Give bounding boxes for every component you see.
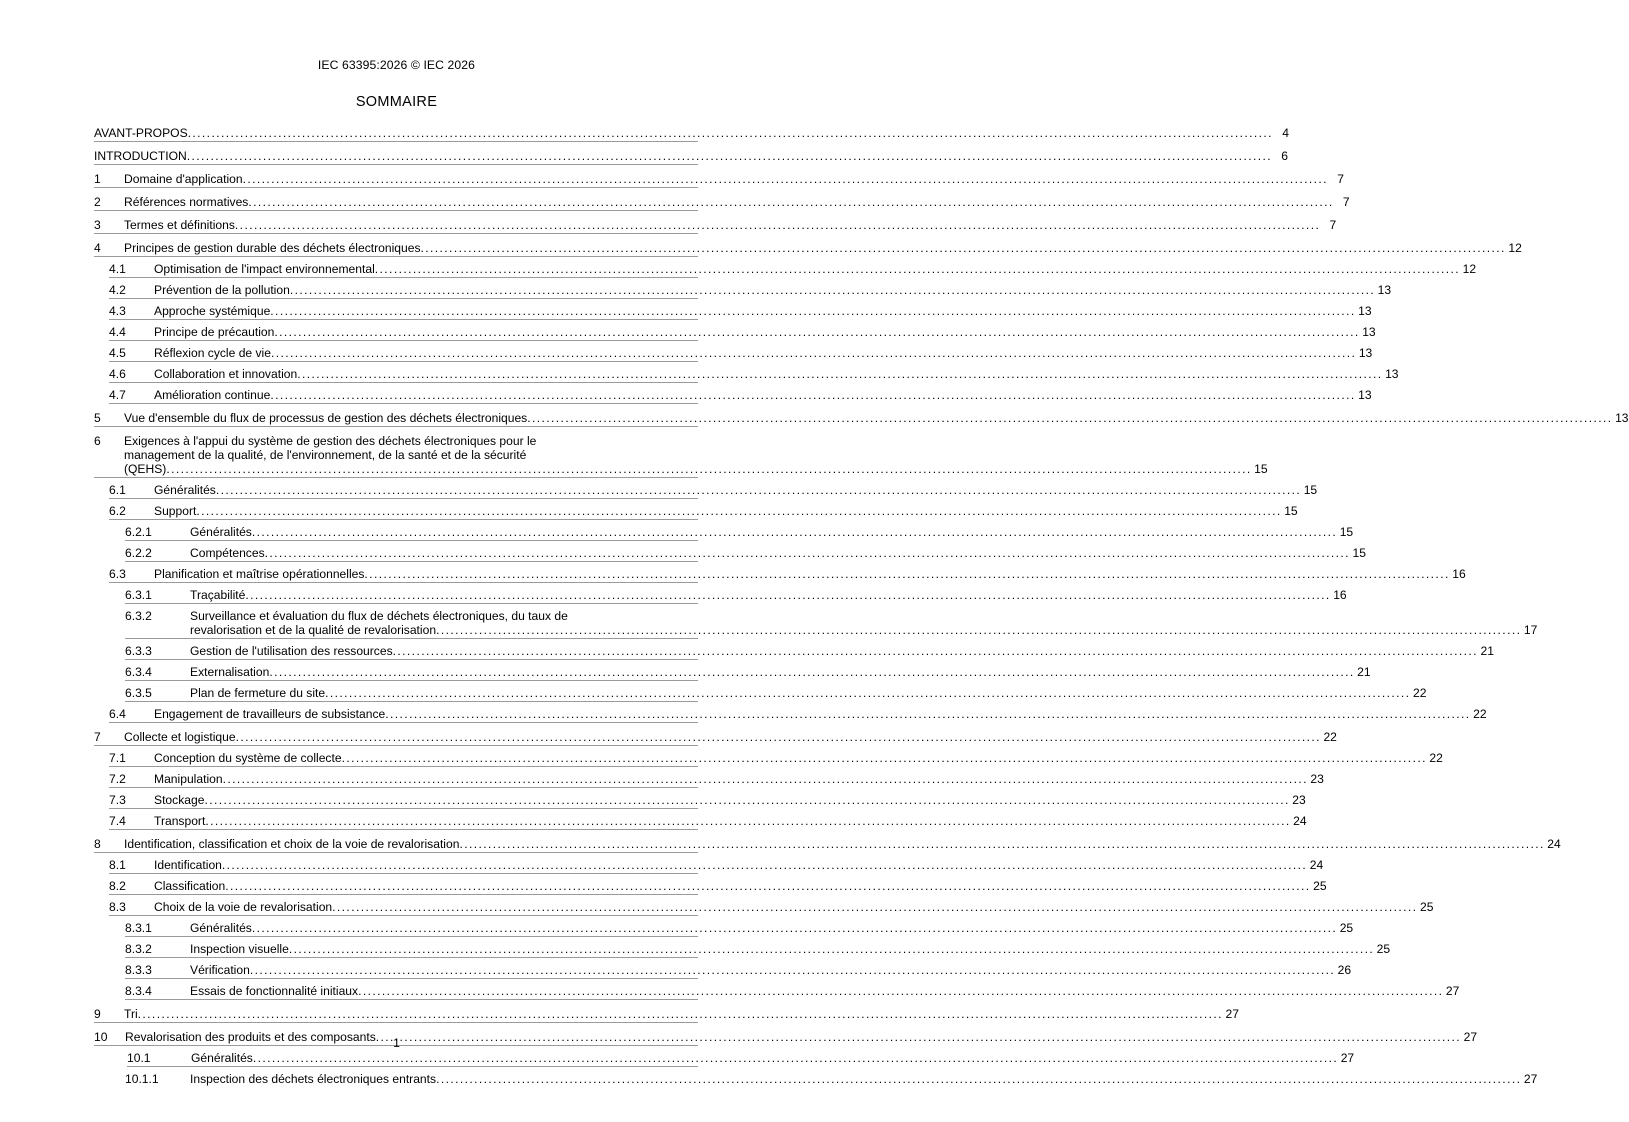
leader-dots bbox=[270, 304, 1355, 318]
toc-entry-page: 15 bbox=[1352, 546, 1366, 560]
leader-dots bbox=[270, 388, 1355, 402]
toc-entry[interactable] bbox=[94, 541, 1366, 560]
toc-entry-text: Surveillance et évaluation du flux de déchets électroniques, du taux de bbox=[190, 609, 568, 623]
toc-entry-text: Plan de fermeture du site bbox=[190, 686, 326, 700]
toc-entry-number: 4.5 bbox=[109, 346, 126, 360]
leader-dots bbox=[436, 623, 1521, 637]
toc-entry-text: Exigences à l'appui du système de gestion des déchets électroniques pour le bbox=[124, 434, 537, 448]
leader-dots bbox=[332, 900, 1417, 914]
leader-dots bbox=[250, 963, 1335, 977]
leader-dots bbox=[245, 588, 1330, 602]
leader-dots bbox=[358, 984, 1443, 998]
toc-entry-number: 6.3.5 bbox=[125, 686, 152, 700]
leader-dots bbox=[364, 567, 1449, 581]
toc-entry-page: 15 bbox=[1284, 504, 1298, 518]
leader-dots bbox=[235, 218, 1320, 232]
toc-entry-page: 7 bbox=[1342, 195, 1350, 209]
toc-divider bbox=[125, 1087, 698, 1088]
toc-entry[interactable] bbox=[94, 404, 1629, 425]
toc-entry-page: 22 bbox=[1412, 686, 1427, 700]
toc-entry-text: Inspection visuelle bbox=[190, 942, 289, 956]
leader-dots bbox=[342, 751, 1427, 765]
leader-dots bbox=[204, 793, 1289, 807]
toc-entry-text: Collecte et logistique bbox=[124, 730, 236, 744]
toc-entry[interactable] bbox=[94, 874, 1327, 893]
toc-entry-page: 27 bbox=[1445, 984, 1460, 998]
toc-entry-text: Principe de précaution bbox=[154, 325, 275, 339]
toc-entry-text: Gestion de l'utilisation des ressources bbox=[190, 644, 393, 658]
toc-entry[interactable] bbox=[94, 809, 1307, 828]
toc-entry-text: Inspection des déchets électroniques entrants bbox=[190, 1072, 437, 1086]
toc-entry-text: Collaboration et innovation bbox=[154, 367, 298, 381]
leader-dots bbox=[271, 346, 1356, 360]
toc-entry-page: 24 bbox=[1309, 858, 1324, 872]
toc-entry-number: 6.3.4 bbox=[125, 665, 152, 679]
toc-entry-number: 4.1 bbox=[109, 262, 126, 276]
toc-entry-number: 8.3.1 bbox=[125, 921, 152, 935]
toc-entry-page: 22 bbox=[1429, 751, 1443, 765]
leader-dots bbox=[421, 241, 1506, 255]
toc-entry-number: 4.6 bbox=[109, 367, 126, 381]
toc-entry-page: 13 bbox=[1358, 346, 1373, 360]
toc-entry[interactable] bbox=[94, 118, 1289, 140]
toc-entry-text: Identification bbox=[154, 858, 222, 872]
leader-dots bbox=[187, 149, 1272, 163]
leader-dots bbox=[527, 411, 1612, 425]
toc-entry-page: 25 bbox=[1313, 879, 1327, 893]
toc-entry-page: 27 bbox=[1225, 1007, 1239, 1021]
toc-entry[interactable] bbox=[94, 895, 1434, 914]
toc-entry-text: AVANT-PROPOS bbox=[94, 126, 188, 140]
toc-entry-text: Amélioration continue bbox=[154, 388, 271, 402]
toc-entry[interactable] bbox=[94, 937, 1391, 956]
toc-entry-number: 4.7 bbox=[109, 388, 126, 402]
toc-entry-number: 8.3 bbox=[109, 900, 126, 914]
toc-entry-page: 24 bbox=[1293, 814, 1307, 828]
toc-entry-text: Transport bbox=[154, 814, 206, 828]
toc-entry[interactable] bbox=[94, 165, 1344, 186]
toc-entry[interactable] bbox=[94, 320, 1376, 339]
toc-entry-page: 15 bbox=[1339, 525, 1354, 539]
leader-dots bbox=[188, 126, 1273, 140]
leader-dots bbox=[216, 483, 1301, 497]
leader-dots bbox=[459, 837, 1544, 851]
toc-entry[interactable] bbox=[94, 234, 1522, 255]
toc-entry[interactable] bbox=[94, 362, 1399, 381]
toc-entry-text: Vérification bbox=[190, 963, 250, 977]
toc-entry-page: 27 bbox=[1340, 1051, 1355, 1065]
toc-entry[interactable] bbox=[94, 478, 1318, 497]
toc-entry[interactable] bbox=[94, 299, 1372, 318]
toc-entry[interactable] bbox=[94, 958, 1352, 977]
toc-entry-text: Références normatives bbox=[124, 195, 249, 209]
toc-entry-page: 7 bbox=[1329, 218, 1337, 232]
page-number: 1 bbox=[393, 1036, 400, 1050]
toc-entry-number: 6.3.2 bbox=[125, 609, 152, 623]
toc-entry-number: 6.3 bbox=[109, 567, 126, 581]
toc-entry-number: 8.3.4 bbox=[125, 984, 152, 998]
toc-entry-page: 13 bbox=[1385, 367, 1399, 381]
leader-dots bbox=[243, 172, 1328, 186]
leader-dots bbox=[385, 707, 1470, 721]
toc-entry[interactable] bbox=[94, 702, 1487, 721]
toc-entry-page: 25 bbox=[1420, 900, 1434, 914]
toc-entry[interactable] bbox=[94, 916, 1354, 935]
leader-dots bbox=[196, 504, 1281, 518]
toc-entry-page: 23 bbox=[1310, 772, 1324, 786]
toc-entry-number: 5 bbox=[94, 411, 101, 425]
leader-dots bbox=[269, 665, 1354, 679]
toc-entry-page: 12 bbox=[1508, 241, 1522, 255]
toc-entry-number: 2 bbox=[94, 195, 101, 209]
toc-entry-number: 4.4 bbox=[109, 325, 126, 339]
toc-entry-page: 24 bbox=[1547, 837, 1561, 851]
leader-dots bbox=[223, 772, 1308, 786]
toc-entry-page: 27 bbox=[1523, 1072, 1538, 1086]
leader-dots bbox=[248, 195, 1333, 209]
toc-entry-number: 8.3.3 bbox=[125, 963, 152, 977]
toc-entry-page: 23 bbox=[1292, 793, 1306, 807]
toc-entry-page: 12 bbox=[1462, 262, 1477, 276]
toc-entry-page: 15 bbox=[1303, 483, 1318, 497]
toc-entry-page: 13 bbox=[1362, 325, 1376, 339]
toc-entry[interactable] bbox=[94, 188, 1350, 209]
toc-entry-text: Généralités bbox=[191, 1051, 253, 1065]
toc-entry[interactable] bbox=[94, 1000, 1239, 1021]
toc-entry-number: 9 bbox=[94, 1007, 101, 1021]
toc-entry-page: 4 bbox=[1282, 126, 1289, 140]
toc-entry-text: Support bbox=[154, 504, 197, 518]
toc-entry[interactable] bbox=[94, 788, 1306, 807]
leader-dots bbox=[222, 858, 1307, 872]
toc-entry-page: 25 bbox=[1376, 942, 1391, 956]
toc-entry-text: Externalisation bbox=[190, 665, 270, 679]
toc-entry-text: Généralités bbox=[190, 525, 252, 539]
leader-dots bbox=[252, 921, 1337, 935]
toc-entry[interactable] bbox=[94, 257, 1477, 276]
leader-dots bbox=[205, 814, 1290, 828]
toc-entry-number: 6.3.1 bbox=[125, 588, 152, 602]
toc-entry[interactable] bbox=[94, 278, 1392, 297]
toc-entry-page: 27 bbox=[1463, 1030, 1478, 1044]
toc-entry-number: 10 bbox=[94, 1030, 108, 1044]
toc-entry-text: Conception du système de collecte bbox=[154, 751, 342, 765]
toc-entry-page: 22 bbox=[1473, 707, 1487, 721]
toc-entry-text: Engagement de travailleurs de subsistance bbox=[154, 707, 386, 721]
toc-entry-text: Compétences bbox=[190, 546, 265, 560]
toc-entry-number: 7.1 bbox=[109, 751, 126, 765]
toc-entry-number: 6.2 bbox=[109, 504, 126, 518]
toc-entry[interactable] bbox=[94, 499, 1298, 518]
toc-entry-text: Généralités bbox=[154, 483, 216, 497]
toc-entry-text: Généralités bbox=[190, 921, 252, 935]
toc-entry-number: 3 bbox=[94, 218, 101, 232]
toc-entry-text: Optimisation de l'impact environnemental bbox=[154, 262, 375, 276]
toc-entry-number: 8.2 bbox=[109, 879, 126, 893]
toc-entry-number: 7 bbox=[94, 730, 101, 744]
toc-entry-page: 17 bbox=[1523, 623, 1538, 637]
toc-entry-text: Classification bbox=[154, 879, 226, 893]
toc-entry[interactable] bbox=[94, 341, 1373, 360]
toc-entry-page: 13 bbox=[1358, 304, 1372, 318]
toc-entry-text: Planification et maîtrise opérationnelles bbox=[154, 567, 365, 581]
toc-entry-text: Stockage bbox=[154, 793, 205, 807]
toc-entry[interactable] bbox=[94, 583, 1347, 602]
toc-entry-text: Essais de fonctionnalité initiaux bbox=[190, 984, 359, 998]
toc-entry-page: 21 bbox=[1357, 665, 1371, 679]
toc-entry-text: (QEHS) bbox=[124, 462, 167, 476]
toc-entry[interactable] bbox=[94, 639, 1494, 658]
toc-entry-number: 6.2.2 bbox=[125, 546, 152, 560]
toc-entry[interactable] bbox=[94, 427, 1268, 476]
leader-dots bbox=[274, 325, 1359, 339]
toc-title: SOMMAIRE bbox=[355, 94, 438, 110]
toc-entry-page: 22 bbox=[1323, 730, 1337, 744]
toc-entry-number: 6.2.1 bbox=[125, 525, 152, 539]
toc-entry-text: Principes de gestion durable des déchets électroniques bbox=[124, 241, 421, 255]
toc-entry[interactable] bbox=[94, 681, 1427, 700]
toc-entry-number: 6.4 bbox=[109, 707, 126, 721]
toc-entry-page: 6 bbox=[1281, 149, 1289, 163]
toc-entry-text: Traçabilité bbox=[190, 588, 246, 602]
toc-entry-number: 4.3 bbox=[109, 304, 126, 318]
leader-dots bbox=[252, 525, 1337, 539]
toc-entry-number: 8 bbox=[94, 837, 101, 851]
toc-entry-page: 13 bbox=[1358, 388, 1372, 402]
leader-dots bbox=[393, 644, 1478, 658]
toc-entry-text: Vue d'ensemble du flux de processus de gestion des déchets électroniques bbox=[124, 411, 528, 425]
toc-entry-text: revalorisation et de la qualité de revalorisation bbox=[190, 623, 437, 637]
toc-entry-page: 25 bbox=[1339, 921, 1354, 935]
toc-entry-number: 7.2 bbox=[109, 772, 126, 786]
toc-entry-page: 13 bbox=[1377, 283, 1392, 297]
toc-entry-text: Approche systémique bbox=[154, 304, 271, 318]
leader-dots bbox=[166, 462, 1251, 476]
toc-entry-number: 8.1 bbox=[109, 858, 126, 872]
toc-entry-number: 6.1 bbox=[109, 483, 126, 497]
toc-entry[interactable] bbox=[94, 142, 1289, 163]
toc-entry-text: Prévention de la pollution bbox=[154, 283, 290, 297]
toc-entry-number: 6 bbox=[94, 434, 101, 448]
toc-entry-page: 21 bbox=[1480, 644, 1494, 658]
toc-entry-page: 15 bbox=[1254, 462, 1268, 476]
toc-entry-page: 16 bbox=[1333, 588, 1347, 602]
table-of-contents bbox=[94, 118, 1629, 1088]
toc-entry-number: 1 bbox=[94, 172, 101, 186]
toc-entry[interactable] bbox=[94, 746, 1443, 765]
document-header: IEC 63395:2026 © IEC 2026 bbox=[317, 58, 476, 72]
toc-entry-number: 10.1.1 bbox=[125, 1072, 159, 1086]
toc-entry-number: 4 bbox=[94, 241, 101, 255]
toc-entry-page: 13 bbox=[1615, 411, 1629, 425]
leader-dots bbox=[225, 879, 1310, 893]
leader-dots bbox=[265, 546, 1350, 560]
leader-dots bbox=[375, 262, 1460, 276]
leader-dots bbox=[325, 686, 1410, 700]
toc-entry-text: Manipulation bbox=[154, 772, 223, 786]
toc-entry-text: INTRODUCTION bbox=[94, 149, 187, 163]
leader-dots bbox=[436, 1072, 1521, 1086]
leader-dots bbox=[297, 367, 1382, 381]
toc-entry[interactable] bbox=[94, 562, 1466, 581]
toc-entry-number: 4.2 bbox=[109, 283, 126, 297]
toc-entry-text: Choix de la voie de revalorisation bbox=[154, 900, 333, 914]
toc-entry-page: 26 bbox=[1337, 963, 1352, 977]
toc-entry[interactable] bbox=[94, 979, 1460, 998]
toc-entry-page: 16 bbox=[1452, 567, 1466, 581]
toc-entry[interactable] bbox=[94, 211, 1337, 232]
toc-entry[interactable] bbox=[94, 1067, 1538, 1086]
leader-dots bbox=[290, 283, 1375, 297]
toc-entry-text: Réflexion cycle de vie bbox=[154, 346, 271, 360]
toc-entry[interactable] bbox=[94, 660, 1371, 679]
toc-entry-text: Domaine d'application bbox=[124, 172, 243, 186]
toc-entry-text: Identification, classification et choix de la voie de revalorisation bbox=[124, 837, 460, 851]
leader-dots bbox=[236, 730, 1321, 744]
toc-entry[interactable] bbox=[94, 853, 1324, 872]
toc-entry-page: 7 bbox=[1337, 172, 1344, 186]
toc-entry-number: 7.3 bbox=[109, 793, 126, 807]
toc-entry[interactable] bbox=[94, 723, 1337, 744]
toc-entry-text: Tri bbox=[124, 1007, 138, 1021]
toc-entry[interactable] bbox=[94, 767, 1324, 786]
toc-entry[interactable] bbox=[94, 604, 1538, 637]
toc-entry[interactable] bbox=[94, 830, 1561, 851]
toc-entry-number: 8.3.2 bbox=[125, 942, 152, 956]
leader-dots bbox=[138, 1007, 1223, 1021]
toc-entry[interactable] bbox=[94, 520, 1354, 539]
toc-entry-number: 6.3.3 bbox=[125, 644, 152, 658]
leader-dots bbox=[289, 942, 1374, 956]
leader-dots bbox=[253, 1051, 1338, 1065]
toc-entry-text: Revalorisation des produits et des composants bbox=[125, 1030, 376, 1044]
toc-entry-number: 10.1 bbox=[127, 1051, 151, 1065]
toc-entry-text: management de la qualité, de l'environnement, de la santé et de la sécurité bbox=[124, 448, 527, 462]
toc-entry-number: 7.4 bbox=[109, 814, 126, 828]
toc-entry[interactable] bbox=[94, 383, 1372, 402]
toc-entry-text: Termes et définitions bbox=[124, 218, 235, 232]
